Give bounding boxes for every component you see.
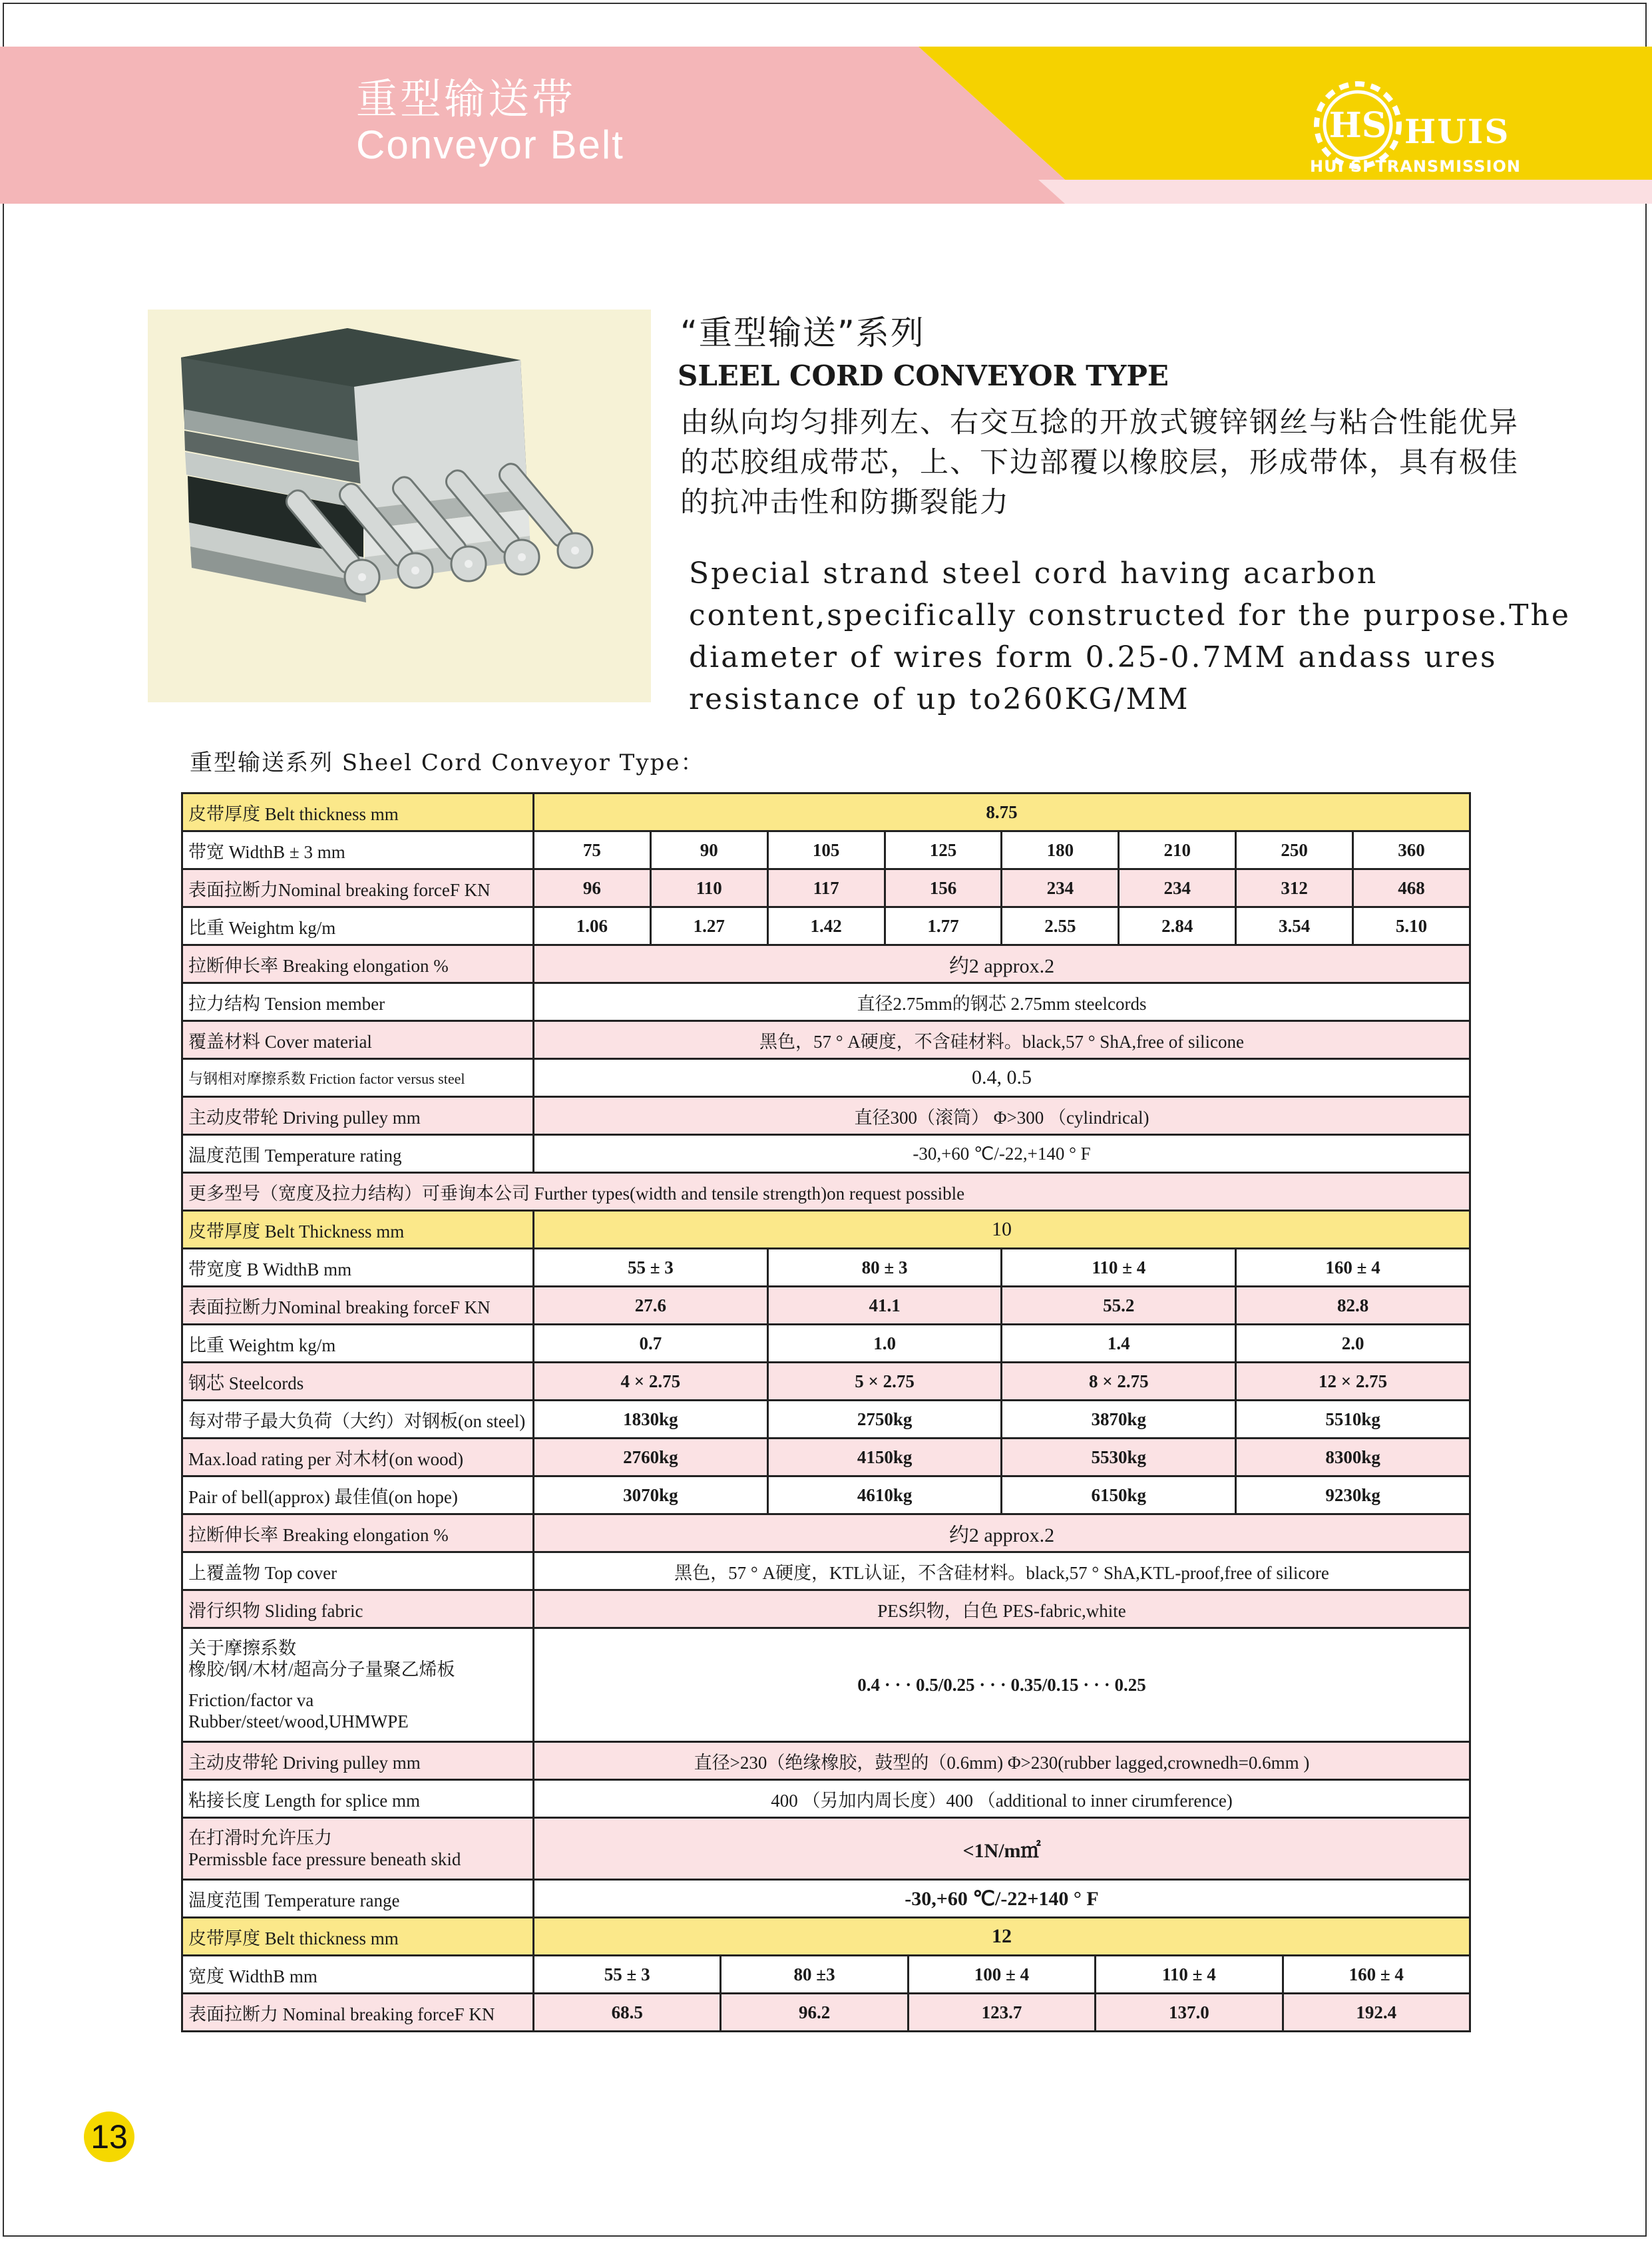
- s2-weight-cell: 0.7: [534, 1325, 768, 1363]
- s1-width-cell: 250: [1236, 831, 1353, 869]
- s1-force-label: 表面拉断力Nominal breaking forceF KN: [182, 869, 534, 907]
- s1-weight-cell: 5.10: [1353, 907, 1470, 945]
- table-row: [182, 1818, 1470, 1880]
- s2-load-hope-cell: 4610kg: [767, 1476, 1002, 1514]
- s2-force-cell: 82.8: [1236, 1287, 1470, 1325]
- table-heading: 重型输送系列 Sheel Cord Conveyor Type：: [190, 750, 705, 776]
- s1-cover-label: 覆盖材料 Cover material: [182, 1021, 534, 1059]
- s1-width-cell: 360: [1353, 831, 1470, 869]
- s2-width-label: 带宽度 B WidthB mm: [182, 1249, 534, 1287]
- s2-load-wood-cell: 5530kg: [1002, 1439, 1236, 1476]
- table-row: [182, 1994, 1470, 2032]
- s1-weight-cell: 1.27: [650, 907, 767, 945]
- s1-weight-cell: 3.54: [1236, 907, 1353, 945]
- table-row: [182, 793, 1470, 831]
- logo-mark: HS: [1329, 105, 1387, 146]
- s1-weight-cell: 1.06: [534, 907, 651, 945]
- s2-load-wood-label: Max.load rating per 对木材(on wood): [182, 1439, 534, 1476]
- s2-elongation-label: 拉断伸长率 Breaking elongation %: [182, 1514, 534, 1552]
- s3-force-cell: 137.0: [1096, 1994, 1283, 2032]
- s2-width-cell: 160 ± 4: [1236, 1249, 1470, 1287]
- s2-friction-label-line: Rubber/steet/wood,UHMWPE: [188, 1711, 409, 1731]
- table-row: [182, 907, 1470, 945]
- s3-force-cell: 192.4: [1283, 1994, 1470, 2032]
- s1-width-cell: 210: [1119, 831, 1236, 869]
- s2-force-cell: 27.6: [534, 1287, 768, 1325]
- s3-width-label: 宽度 WidthB mm: [182, 1956, 534, 1994]
- s1-width-cell: 180: [1002, 831, 1119, 869]
- table-row: [182, 1363, 1470, 1401]
- s2-thickness-label: 皮带厚度 Belt Thickness mm: [182, 1211, 534, 1249]
- intro-description-en: Special strand steel cord having acarbon content,specifically constructed for the purpose.The diameter of wires form 0.25-0.7MM andass ures resistance of up to260KG/MM: [689, 557, 1571, 716]
- s2-friction-label-line: 橡胶/钢/木材/超高分子量聚乙烯板: [188, 1660, 455, 1680]
- s2-weight-cell: 1.4: [1002, 1325, 1236, 1363]
- s2-temp-value: -30,+60 ℃/-22+140 ° F: [534, 1880, 1470, 1918]
- table-row: [182, 945, 1470, 983]
- s2-topcover-value: 黑色，57 ° A硬度，KTL认证，不含硅材料。black,57 ° ShA,KTL-proof,free of silicore: [534, 1552, 1470, 1590]
- table-row: [182, 1401, 1470, 1439]
- s1-force-cell: 312: [1236, 869, 1353, 907]
- table-row: [182, 1287, 1470, 1325]
- s3-thickness-label: 皮带厚度 Belt thickness mm: [182, 1918, 534, 1956]
- s2-elongation-value: 约2 approx.2: [534, 1514, 1470, 1552]
- s2-steelcords-cell: 5 × 2.75: [767, 1363, 1002, 1401]
- s2-temp-label: 温度范围 Temperature range: [182, 1880, 534, 1918]
- s2-width-cell: 80 ± 3: [767, 1249, 1002, 1287]
- s1-thickness-label: 皮带厚度 Belt thickness mm: [182, 793, 534, 831]
- s2-load-steel-cell: 5510kg: [1236, 1401, 1470, 1439]
- s2-load-steel-cell: 3870kg: [1002, 1401, 1236, 1439]
- s2-force-label: 表面拉断力Nominal breaking forceF KN: [182, 1287, 534, 1325]
- s2-load-steel-cell: 1830kg: [534, 1401, 768, 1439]
- s2-fabric-label: 滑行织物 Sliding fabric: [182, 1590, 534, 1628]
- s2-load-wood-cell: 4150kg: [767, 1439, 1002, 1476]
- s1-temp-label: 温度范围 Temperature rating: [182, 1135, 534, 1173]
- table-row: [182, 1514, 1470, 1552]
- s3-force-cell: 68.5: [534, 1994, 721, 2032]
- s2-load-hope-cell: 3070kg: [534, 1476, 768, 1514]
- table-row: [182, 1742, 1470, 1780]
- s2-load-wood-cell: 2760kg: [534, 1439, 768, 1476]
- s1-force-cell: 234: [1002, 869, 1119, 907]
- s2-force-cell: 41.1: [767, 1287, 1002, 1325]
- s2-friction-label-line: 关于摩擦系数: [188, 1638, 296, 1658]
- s1-weight-cell: 1.42: [767, 907, 885, 945]
- s2-pulley-label: 主动皮带轮 Driving pulley mm: [182, 1742, 534, 1780]
- s2-steelcords-cell: 8 × 2.75: [1002, 1363, 1236, 1401]
- s2-pressure-label-line: Permissble face pressure beneath skid: [188, 1849, 461, 1869]
- s3-force-cell: 123.7: [908, 1994, 1095, 2032]
- s2-load-hope-cell: 9230kg: [1236, 1476, 1470, 1514]
- logo-name: HUIS: [1404, 112, 1510, 151]
- banner-title-cn: 重型输送带: [356, 75, 576, 123]
- s2-steelcords-cell: 4 × 2.75: [534, 1363, 768, 1401]
- s1-elongation-label: 拉断伸长率 Breaking elongation %: [182, 945, 534, 983]
- table-row: [182, 1439, 1470, 1476]
- s2-load-steel-label: 每对带子最大负荷（大约）对钢板(on steel): [182, 1401, 534, 1439]
- table-row: [182, 1552, 1470, 1590]
- s1-tension-label: 拉力结构 Tension member: [182, 983, 534, 1021]
- s3-width-cell: 160 ± 4: [1283, 1956, 1470, 1994]
- s2-width-cell: 110 ± 4: [1002, 1249, 1236, 1287]
- s1-friction-label: 与钢相对摩擦系数 Friction factor versus steel: [182, 1059, 534, 1097]
- s2-friction-label-line: Friction/factor va: [188, 1690, 314, 1710]
- s3-width-cell: 80 ±3: [721, 1956, 908, 1994]
- s3-width-cell: 55 ± 3: [534, 1956, 721, 1994]
- s1-more-types: 更多型号（宽度及拉力结构）可垂询本公司 Further types(width and tensile strength)on request possible: [182, 1173, 1470, 1211]
- s2-load-hope-label: Pair of bell(approx) 最佳值(on hope): [182, 1476, 534, 1514]
- s2-thickness-value: 10: [534, 1211, 1470, 1249]
- s1-weight-label: 比重 Weightm kg/m: [182, 907, 534, 945]
- s3-width-cell: 100 ± 4: [908, 1956, 1095, 1994]
- s2-weight-cell: 2.0: [1236, 1325, 1470, 1363]
- s1-width-label: 带宽 WidthB ± 3 mm: [182, 831, 534, 869]
- table-row: [182, 831, 1470, 869]
- table-row: [182, 1590, 1470, 1628]
- s2-topcover-label: 上覆盖物 Top cover: [182, 1552, 534, 1590]
- s2-load-hope-cell: 6150kg: [1002, 1476, 1236, 1514]
- table-row: [182, 1628, 1470, 1742]
- s3-force-label: 表面拉断力 Nominal breaking forceF KN: [182, 1994, 534, 2032]
- s1-pulley-label: 主动皮带轮 Driving pulley mm: [182, 1097, 534, 1135]
- conveyor-belt-image: [148, 310, 651, 702]
- s2-fabric-value: PES织物，白色 PES-fabric,white: [534, 1590, 1470, 1628]
- s2-pressure-label-line: 在打滑时允许压力: [188, 1828, 332, 1848]
- page-number: 13: [84, 2112, 134, 2162]
- s1-width-cell: 90: [650, 831, 767, 869]
- intro-title-en: SLEEL CORD CONVEYOR TYPE: [678, 359, 1169, 392]
- s1-friction-value: 0.4, 0.5: [534, 1059, 1470, 1097]
- table-row: [182, 1956, 1470, 1994]
- spec-table: [181, 792, 1471, 2032]
- table-row: [182, 1325, 1470, 1363]
- s2-load-steel-cell: 2750kg: [767, 1401, 1002, 1439]
- s2-friction-label: [182, 1628, 534, 1742]
- s1-pulley-value: 直径300（滚筒） Φ>300 （cylindrical): [534, 1097, 1470, 1135]
- logo-subtitle: HUI SI TRANSMISSION: [1310, 157, 1521, 176]
- s1-cover-value: 黑色，57 ° A硬度，不含硅材料。black,57 ° ShA,free of silicone: [534, 1021, 1470, 1059]
- s1-weight-cell: 1.77: [885, 907, 1002, 945]
- s1-tension-value: 直径2.75mm的钢芯 2.75mm steelcords: [534, 983, 1470, 1021]
- s1-force-cell: 156: [885, 869, 1002, 907]
- s3-thickness-value: 12: [534, 1918, 1470, 1956]
- table-row: [182, 869, 1470, 907]
- table-row: [182, 1918, 1470, 1956]
- s1-thickness-value: 8.75: [534, 793, 1470, 831]
- s2-pulley-value: 直径>230（绝缘橡胶，鼓型的（0.6mm) Φ>230(rubber lagged,crownedh=0.6mm ): [534, 1742, 1470, 1780]
- table-row: [182, 1211, 1470, 1249]
- table-row: [182, 1135, 1470, 1173]
- s2-splice-label: 粘接长度 Length for splice mm: [182, 1780, 534, 1818]
- s2-weight-cell: 1.0: [767, 1325, 1002, 1363]
- s1-width-cell: 125: [885, 831, 1002, 869]
- s1-width-cell: 105: [767, 831, 885, 869]
- s1-force-cell: 96: [534, 869, 651, 907]
- s1-force-cell: 110: [650, 869, 767, 907]
- table-row: [182, 1780, 1470, 1818]
- banner-title-en: Conveyor Belt: [356, 122, 624, 167]
- s2-steelcords-label: 钢芯 Steelcords: [182, 1363, 534, 1401]
- s1-elongation-value: 约2 approx.2: [534, 945, 1470, 983]
- table-row: [182, 1059, 1470, 1097]
- s2-steelcords-cell: 12 × 2.75: [1236, 1363, 1470, 1401]
- s2-load-wood-cell: 8300kg: [1236, 1439, 1470, 1476]
- table-row: [182, 1249, 1470, 1287]
- table-row: [182, 983, 1470, 1021]
- s2-pressure-label: [182, 1818, 534, 1880]
- s1-width-cell: 75: [534, 831, 651, 869]
- s3-width-cell: 110 ± 4: [1096, 1956, 1283, 1994]
- table-row: [182, 1021, 1470, 1059]
- s1-force-cell: 234: [1119, 869, 1236, 907]
- s1-temp-value: -30,+60 ℃/-22,+140 ° F: [534, 1135, 1470, 1173]
- s2-splice-value: 400 （另加内周长度）400 （additional to inner cirumference): [534, 1780, 1470, 1818]
- intro-title-cn: “重型输送”系列: [680, 314, 925, 352]
- s1-force-cell: 468: [1353, 869, 1470, 907]
- s3-force-cell: 96.2: [721, 1994, 908, 2032]
- s2-force-cell: 55.2: [1002, 1287, 1236, 1325]
- s1-force-cell: 117: [767, 869, 885, 907]
- intro-description-cn: 由纵向均匀排列左、右交互捻的开放式镀锌钢丝与粘合性能优异的芯胶组成带芯，上、下边部覆以橡胶层，形成带体，具有极佳的抗冲击性和防撕裂能力: [680, 406, 1519, 519]
- table-row: [182, 1173, 1470, 1211]
- s1-weight-cell: 2.84: [1119, 907, 1236, 945]
- table-row: [182, 1097, 1470, 1135]
- table-row: [182, 1880, 1470, 1918]
- s1-weight-cell: 2.55: [1002, 907, 1119, 945]
- table-row: [182, 1476, 1470, 1514]
- s2-pressure-value: <1N/m㎡: [534, 1818, 1470, 1880]
- s2-width-cell: 55 ± 3: [534, 1249, 768, 1287]
- s2-friction-value: 0.4 · · · 0.5/0.25 · · · 0.35/0.15 · · · 0.25: [534, 1628, 1470, 1742]
- s2-weight-label: 比重 Weightm kg/m: [182, 1325, 534, 1363]
